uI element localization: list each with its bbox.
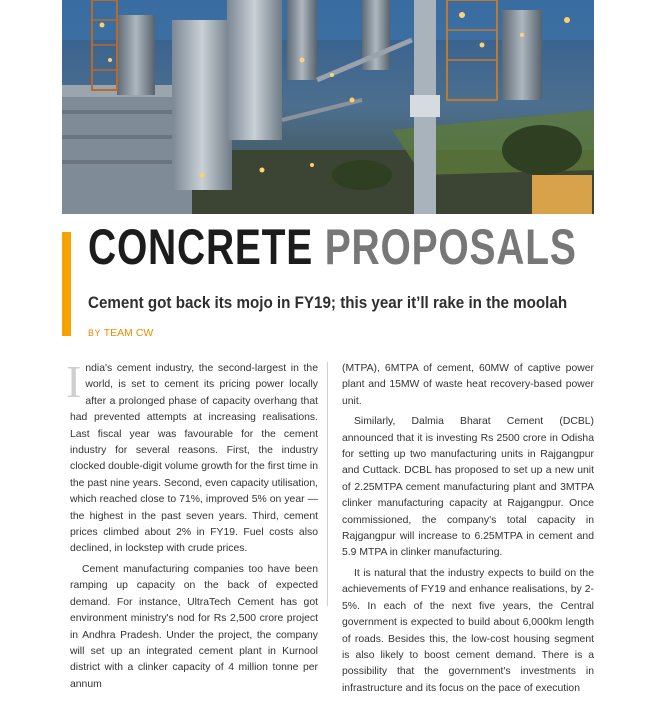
paragraph: It is natural that the industry expects to build on the achievements of FY19 and enhance realisations, by 2-5%. In each of the next five years, the Central government is expected to build about 6,000km length of roads. Besides this, the low-cost housing segment is also likely to boost cement demand. There is a possibility that the government's investments in infrastructure and its focus on the pace of execution — [342, 567, 594, 694]
column-divider — [327, 362, 328, 606]
paragraph: Similarly, Dalmia Bharat Cement (DCBL) announced that it is investing Rs 2500 crore in Odisha for setting up two manufacturing units in Rajgangpur and Cuttack. DCBL has proposed to set up a new unit of 2.25MTPA cement manufacturing plant and 3MTPA clinker manufacturing capacity at Rajgangpur. Once commissioned, the company's total capacity in Rajgangpur will increase to 6.25MTPA in cement and 5.9 MTPA in clinker manufacturing. — [342, 416, 594, 559]
hero-photo-cement-plant — [62, 0, 594, 214]
byline-prefix: BY — [88, 328, 102, 338]
title-word-concrete: CONCRETE — [88, 219, 314, 275]
body-column-right — [342, 361, 594, 701]
body-column-left — [66, 356, 318, 697]
byline-author: TEAM CW — [103, 327, 154, 339]
article-title — [88, 219, 577, 275]
title-accent-bar — [62, 232, 71, 336]
title-word-proposals: PROPOSALS — [324, 219, 577, 275]
paragraph: (MTPA), 6MTPA of cement, 60MW of captive power plant and 15MW of waste heat recovery-based power unit. — [342, 363, 594, 407]
paragraph — [66, 356, 318, 558]
drop-cap: I — [66, 356, 82, 407]
paragraph: Cement manufacturing companies too have been ramping up capacity on the back of expected demand. For instance, UltraTech Cement has got environment ministry's nod for Rs 2,500 crore project in Andhra Pradesh. Under the project, the company will set up an integrated cement plant in Kurnool district with a clinker capacity of 4 million tonne per annum — [70, 563, 318, 690]
article-subtitle: Cement got back its mojo in FY19; this year it’ll rake in the moolah — [88, 294, 568, 312]
paragraph-text: ndia's cement industry, the second-largest in the world, is set to cement its pricing power locally after a prolonged phase of capacity overhang that had prevented attempts at increasing realisations. Last fiscal year was favourable for the cement industry for several reasons. First, the industry clocked double-digit volume growth for the first time in the past nine years. Second, even capacity utilisation, which reached close to 71%, improved 5% on year — the highest in the past seven years. Third, cement prices climbed about 2% in FY19. Fuel costs also declined, in lockstep with crude prices. — [70, 363, 318, 555]
byline — [88, 327, 153, 339]
